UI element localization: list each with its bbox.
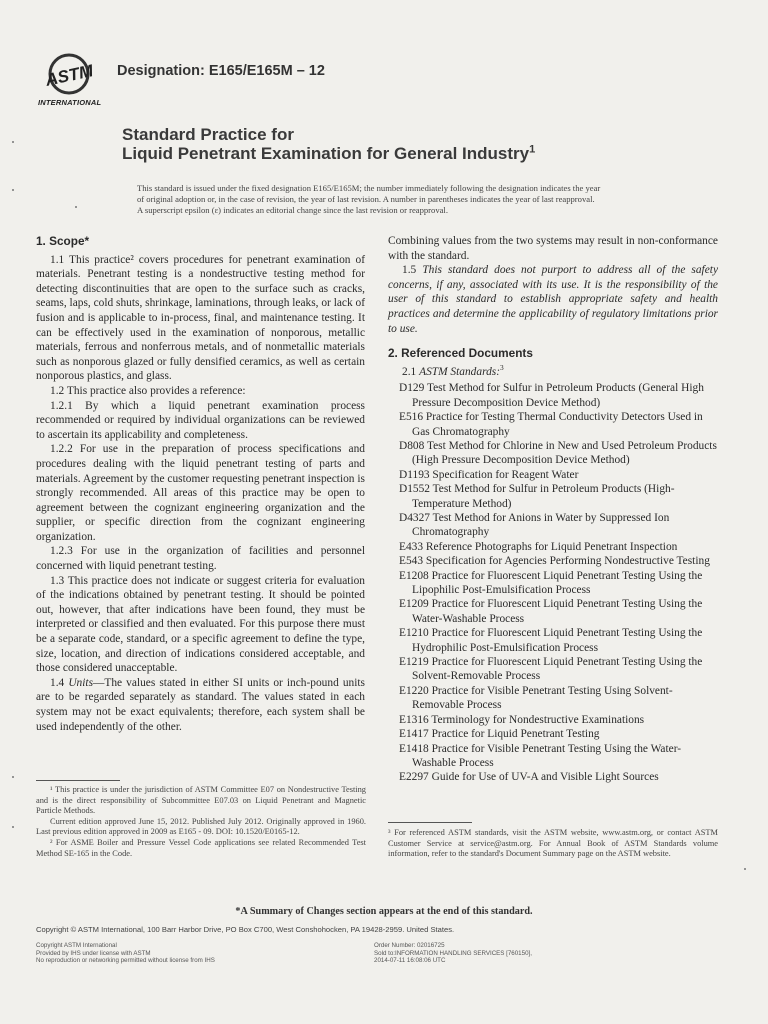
- notice-line: A superscript epsilon (ε) indicates an editorial change since the last revision or reapproval.: [137, 205, 448, 215]
- paragraph-1-3: 1.3 This practice does not indicate or suggest criteria for evaluation of the indications obtained by penetrant testing. It should be pointed out, however, that after indications have been found, they must be interpreted or classified and then evaluated. For this purpose there must be a separate code, standard, or a specific agreement to define the type, size, location, and direction of indications considered acceptable, and those considered unacceptable.: [36, 574, 365, 675]
- paragraph-1-5-num: 1.5: [402, 264, 417, 277]
- scan-speck: [75, 206, 77, 208]
- paragraph-1-4-italic: Units: [68, 676, 94, 689]
- reference-item: E543 Specification for Agencies Performing Nondestructive Testing: [399, 555, 710, 568]
- footnotes-left: [36, 785, 366, 859]
- scan-speck: [744, 868, 746, 870]
- paragraph-1-5: [388, 263, 718, 336]
- reference-item: D4327 Test Method for Anions in Water by Suppressed Ion Chromatography: [399, 512, 670, 539]
- scan-speck: [12, 189, 14, 191]
- license-line: Copyright ASTM International: [36, 942, 117, 949]
- reference-item: D1552 Test Method for Sulfur in Petroleum Products (High-Temperature Method): [399, 483, 675, 510]
- svg-text:ASTM: ASTM: [43, 61, 95, 90]
- paragraph-1-4-text: —The values stated in either SI units or inch-pound units are to be regarded separately as standard. The values stated in each system may not be exact equivalents; therefore, each system shall be used independently of the other.: [36, 676, 365, 733]
- paragraph-2-1-italic: ASTM Standards:: [419, 365, 501, 378]
- reference-item: E1220 Practice for Visible Penetrant Testing Using Solvent-Removable Process: [399, 684, 673, 712]
- reference-item: E433 Reference Photographs for Liquid Penetrant Inspection: [399, 540, 678, 553]
- footnote-2: ² For ASME Boiler and Pressure Vessel Code applications see related Recommended Test Method SE-165 in the Code.: [36, 837, 366, 858]
- paragraph-1-4: [36, 676, 365, 734]
- reference-item: E1210 Practice for Fluorescent Liquid Penetrant Testing Using the Hydrophilic Post-Emulsification Process: [399, 627, 703, 654]
- reference-item: E1417 Practice for Liquid Penetrant Testing: [399, 728, 600, 741]
- scope-heading: 1. Scope*: [36, 234, 90, 248]
- issuance-notice: [137, 183, 677, 216]
- paragraph-1-2: 1.2 This practice also provides a reference:: [50, 384, 246, 397]
- paragraph-1-5-italic: This standard does not purport to address all of the safety concerns, if any, associated with its use. It is the responsibility of the user of this standard to establish appropriate safety and health practices and determine the applicability of regulatory limitations prior to use.: [388, 264, 718, 335]
- notice-line: of original adoption or, in the case of revision, the year of last revision. A number in parentheses indicates the year of last reapproval.: [137, 194, 595, 204]
- scan-speck: [12, 826, 14, 828]
- designation: Designation: E165/E165M – 12: [117, 63, 325, 79]
- license-notice: [36, 942, 215, 965]
- scan-speck: [12, 776, 14, 778]
- paragraph-1-2-3: 1.2.3 For use in the organization of facilities and personnel concerned with liquid penetrant testing.: [36, 545, 365, 573]
- copyright-line: Copyright © ASTM International, 100 Barr Harbor Drive, PO Box C700, West Conshohocken, PA 19428-2959. United States.: [36, 925, 455, 934]
- reference-item: E1219 Practice for Fluorescent Liquid Penetrant Testing Using the Solvent-Removable Process: [399, 656, 703, 683]
- title-line-1: Standard Practice for: [122, 125, 294, 144]
- summary-of-changes-note: *A Summary of Changes section appears at the end of this standard.: [235, 906, 533, 917]
- paragraph-2-1: [388, 362, 718, 380]
- paragraph-1-4-continued: Combining values from the two systems may result in non-conformance with the standard.: [388, 235, 718, 262]
- right-column: [388, 234, 718, 785]
- footnote-rule-left: [36, 780, 120, 781]
- footnote-1: ¹ This practice is under the jurisdiction of ASTM Committee E07 on Nondestructive Testing and is the direct responsibility of Subcommittee E07.03 on Liquid Penetrant and Magnetic Particle Methods.: [36, 785, 366, 816]
- paragraph-1-1: 1.1 This practice² covers procedures for penetrant examination of materials. Penetrant testing is a nondestructive testing method for detecting discontinuities that are open to the surface such as cracks, seams, laps, cold shuts, shrinkage, laminations, through leaks, or lack of fusion and is applicable to in-process, final, and maintenance testing. It can be effectively used in the examination of nonporous, metallic materials, ferrous and nonferrous metals, and of nonmetallic materials such as nonporous glazed or fully densified ceramics, as well as certain nonporous plastics, and glass.: [36, 253, 365, 383]
- logo-subtext: INTERNATIONAL: [38, 98, 102, 107]
- astm-logo: [36, 50, 102, 110]
- license-line: Provided by IHS under license with ASTM: [36, 949, 151, 957]
- left-column: [36, 234, 365, 734]
- scan-speck: [12, 141, 14, 143]
- reference-item: E1418 Practice for Visible Penetrant Testing Using the Water-Washable Process: [399, 742, 682, 769]
- reference-list: [388, 381, 718, 784]
- paragraph-1-2-2: 1.2.2 For use in the preparation of process specifications and procedures dealing with the liquid penetrant testing of parts and materials. Agreement by the customer requesting penetrant inspection is strongly recommended. All areas of this practice may be open to agreement between the cognizant engineering organization and the supplier, or specific direction from the cognizant engineering organization.: [36, 443, 365, 543]
- paragraph-1-2-1: 1.2.1 By which a liquid penetrant examination process recommended or required by individual organizations can be reviewed to ascertain its applicability and completeness.: [36, 399, 365, 441]
- reference-item: E516 Practice for Testing Thermal Conductivity Detectors Used in Gas Chromatography: [399, 411, 703, 438]
- order-line: 2014-07-11 16:08:06 UTC: [374, 957, 446, 965]
- reference-item: D129 Test Method for Sulfur in Petroleum Products (General High Pressure Decomposition Device Method): [399, 382, 704, 409]
- title-footnote-mark: 1: [529, 143, 536, 156]
- order-info: [374, 942, 532, 965]
- paragraph-1-4-num: 1.4: [50, 676, 65, 689]
- license-line: No reproduction or networking permitted without license from IHS: [36, 957, 215, 965]
- notice-line: This standard is issued under the fixed designation E165/E165M; the number immediately following the designation indicates the year: [137, 183, 601, 193]
- paragraph-2-1-sup: 3: [500, 362, 504, 372]
- title-line-2-text: Liquid Penetrant Examination for General Industry: [122, 144, 530, 163]
- reference-item: E1208 Practice for Fluorescent Liquid Penetrant Testing Using the Lipophilic Post-Emulsification Process: [399, 569, 703, 597]
- footnote-rule-right: [388, 822, 472, 823]
- title-line-2: [122, 144, 535, 164]
- footnote-3: ³ For referenced ASTM standards, visit the ASTM website, www.astm.org, or contact ASTM Customer Service at service@astm.org. For Annual Book of ASTM Standards volume information, refer to the standard's Document Summary page on the ASTM website.: [388, 828, 718, 859]
- referenced-documents-heading: 2. Referenced Documents: [388, 346, 533, 361]
- reference-item: E2297 Guide for Use of UV-A and Visible Light Sources: [399, 771, 659, 784]
- footnote-1-edition: Current edition approved June 15, 2012. Published July 2012. Originally approved in 1960. Last previous edition approved in 2009 as E165 - 09. DOI: 10.1520/E0165-12.: [36, 816, 366, 837]
- order-line: Sold to:INFORMATION HANDLING SERVICES [760150],: [374, 949, 532, 957]
- paragraph-2-1-num: 2.1: [402, 365, 417, 378]
- reference-item: E1316 Terminology for Nondestructive Examinations: [399, 713, 645, 726]
- order-line: Order Number: 02016725: [374, 942, 445, 949]
- reference-item: E1209 Practice for Fluorescent Liquid Penetrant Testing Using the Water-Washable Process: [399, 598, 703, 625]
- reference-item: D808 Test Method for Chlorine in New and Used Petroleum Products (High Pressure Decomposition Device Method): [399, 439, 717, 467]
- reference-item: D1193 Specification for Reagent Water: [399, 468, 579, 481]
